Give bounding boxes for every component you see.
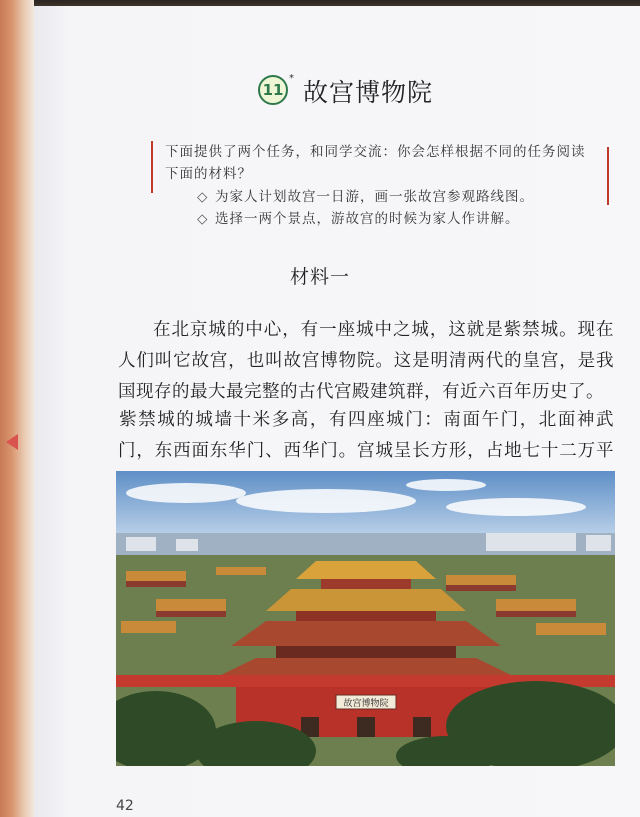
forbidden-city-illustration <box>116 471 615 766</box>
gate-plaque-text: 故宫博物院 <box>343 699 389 709</box>
lesson-title: 故宫博物院 <box>303 78 434 107</box>
section-title: 材料一 <box>289 266 350 288</box>
task-item <box>197 207 520 227</box>
body-paragraph: 在北京城的中心，有一座城中之城，这就是紫禁城。现在人们叫它故宫，也叫故宫博物院。这是明清两代的皇宫，是我国现存的最大最完整的古代宫殿建筑群，有近六百年历史了。 <box>118 320 614 402</box>
main-gate-upper-roof <box>231 621 501 646</box>
lesson-number-badge: 11 <box>258 75 288 105</box>
forbidden-city-photo <box>116 471 615 766</box>
lesson-optional-mark: * <box>289 73 294 84</box>
distant-hall-roof <box>296 561 436 579</box>
diamond-bullet-icon: ◇ <box>197 211 209 227</box>
task-item <box>197 185 534 205</box>
task-item-text: 为家人计划故宫一日游，画一张故宫参观路线图。 <box>215 189 534 205</box>
bookmark-tab <box>6 434 18 450</box>
body-paragraph-text: 紫禁城的城墙十米多高，有四座城门：南面午门，北面神武门，东西面东华门、西华门。宫城呈长方形，占地七十二万平 <box>118 410 614 461</box>
main-gate-lower-roof <box>221 658 511 675</box>
book-spine <box>0 0 34 817</box>
middle-hall-roof <box>266 589 466 611</box>
diamond-bullet-icon: ◇ <box>197 189 209 205</box>
task-box-right-bar <box>607 147 609 205</box>
reading-task-box <box>151 137 611 227</box>
task-intro-text: 下面提供了两个任务，和同学交流：你会怎样根据不同的任务阅读下面的材料？ <box>165 144 586 182</box>
page-number: 42 <box>116 798 134 814</box>
task-box-left-bar <box>151 141 153 193</box>
task-item-text: 选择一两个景点，游故宫的时候为家人作讲解。 <box>215 211 520 227</box>
